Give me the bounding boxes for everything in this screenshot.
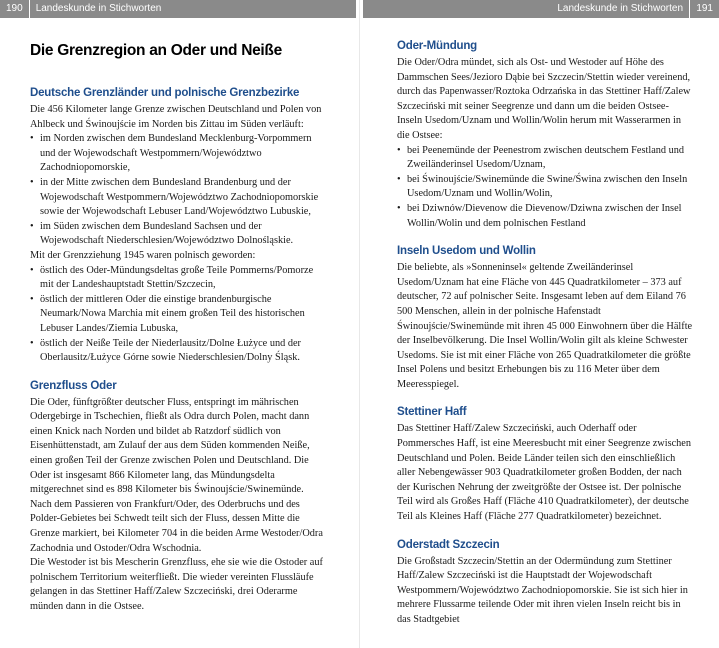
left-running-title: Landeskunde in Stichworten <box>35 3 162 14</box>
right-running-title: Landeskunde in Stichworten <box>557 3 683 14</box>
section-oder-muendung <box>397 40 693 231</box>
paragraph: Die Großstadt Szczecin/Stettin an der Odermündung zum Stettiner Haff/Zalew Szczeciński ist die Hauptstadt der Wojewodschaft Westpommern/Województwo Zachodniopomorskie. Sie ist sich hier in mehrere Flussarme teilende Oder mit ihren vielen Inseln reicht bis in das Stadtgebiet <box>397 555 688 625</box>
list-item: • im Norden zwischen dem Bundesland Mecklenburg-Vorpommern und der Wojewodschaft Westpommern/Województwo Zachodniopomorskie, <box>30 132 326 176</box>
section-szczecin <box>397 539 693 628</box>
paragraph: Mit der Grenzziehung 1945 waren polnisch geworden: <box>30 249 256 261</box>
section-grenzfluss-oder <box>30 380 326 615</box>
list-item: • im Süden zwischen dem Bundesland Sachsen und der Wojewodschaft Niederschlesien/Województwo Dolnośląskie. <box>30 220 326 249</box>
section-heading: Oderstadt Szczecin <box>397 538 500 551</box>
list-item: • in der Mitte zwischen dem Bundesland Brandenburg und der Wojewodschaft Westpommern/Województwo Zachodniopomorskie sowie der Wojewodschaft Lebuser Land/Województwo Lubuskie, <box>30 176 326 220</box>
bullet-list <box>30 132 326 249</box>
left-page-header <box>0 0 356 18</box>
bullet-list <box>30 264 326 366</box>
left-column <box>30 40 326 629</box>
paragraph: Das Stettiner Haff/Zalew Szczeciński, auch Oderhaff oder Pommersches Haff, ist eine Meeresbucht mit einer Seegrenze zwischen Deutschland und Polen. Beide Länder teilen sich den einschließlich aller Nebengewässer 903 Quadratkilometer großen Bodden, der nach der Kurischen Nehrung der zweitgrößte der Ostsee ist. Der polnische Teil wird als Großes Haff (Fläche 410 Quadratkilometer), der deutsche Teil als Kleines Haff (Fläche 277 Quadratkilometer) bezeichnet. <box>397 423 692 523</box>
right-column <box>397 40 693 642</box>
section-heading: Inseln Usedom und Wollin <box>397 245 536 258</box>
paragraph: Die Oder/Odra mündet, sich als Ost- und Westoder auf Höhe des Dammschen Sees/Jezioro Dąbie bei Szczecin/Stettin wieder vereinend, durch das Papenwasser/Roztoka Odrzańska in das Stettiner Haff/Zalew Szczeciński mit seiner Seegrenze und dann um die beiden Ostsee-Inseln Usedom/Uznam und Wollin/Wolin herum mit Wasserarmen in die Ostsee: <box>397 57 691 141</box>
section-stettiner-haff <box>397 406 693 524</box>
page-title: Die Grenzregion an Oder und Neiße <box>30 42 282 59</box>
list-item: • östlich der mittleren Oder die einstige brandenburgische Neumark/Nowa Marchia mit einem großen Teil des historischen Lebuser Landes/Ziemia Lubuska, <box>30 293 326 337</box>
section-heading: Grenzfluss Oder <box>30 379 117 392</box>
paragraph: Die beliebte, als »Sonneninsel« geltende Zweiländerinsel Usedom/Uznam hat eine Fläche von 445 Quadratkilometer – 373 auf deutscher, 72 auf polnischer Seite. Insgesamt leben auf dem Eiland 76 500 Menschen, allein in der polnische Hafenstadt Świnoujście/Swinemünde mit ihren 45 000 Einwohnern über die Hälfte der Inselbevölkerung. Die Insel Wollin/Wolin gilt als kleine Schwester Usedoms. Sie ist mit einer Fläche von 265 Quadratkilometer die größte Insel Polens und besitzt Erhebungen bis zu 116 Meter über dem Meeresspiegel. <box>397 262 693 390</box>
paragraph: Die 456 Kilometer lange Grenze zwischen Deutschland und Polen von Ahlbeck und Świnoujście im Norden bis Zittau im Süden verläuft: <box>30 104 322 130</box>
right-page-header <box>363 0 719 18</box>
list-item: • bei Dziwnów/Dievenow die Dievenow/Dziwna zwischen der Insel Wollin/Wolin und dem polnischen Festland <box>397 202 693 231</box>
page-gutter <box>359 0 360 648</box>
paragraph: Die Oder, fünftgrößter deutscher Fluss, entspringt im mährischen Odergebirge in Tschechien, fließt als Odra durch Polen, macht dann einen Knick nach Norden und bildet ab Ratzdorf südlich von Eisenhüttenstadt, am Zulauf der aus dem Süden kommenden Neiße, einen großen Teil der Grenze zwischen Polen und Deutschland. Die Oder ist insgesamt 866 Kilometer lang, das Mündungsdelta mitgerechnet sind es 898 Kilometer bis Świnoujście/Swinemünde. Nach dem Passieren von Frankfurt/Oder, des Oderbruchs und des Polder-Gebietes bei Schwedt teilt sich der Fluss, dessen Mitte die Grenze markiert, bei Kilometer 704 in die beiden Arme Westoder/Odra Zachodnia und Ostoder/Odra Wschodnia. <box>30 396 323 554</box>
section-grenzlaender <box>30 87 326 366</box>
paragraph: Die Westoder ist bis Mescherin Grenzfluss, ehe sie wie die Ostoder auf polnischem Territorium weiterfließt. Die wieder vereinten Flussläufe gelangen in das Stettiner Haff/Zalew Szczeciński, drei Oderarme münden dann in die Ostsee. <box>30 557 323 612</box>
section-heading: Deutsche Grenzländer und polnische Grenzbezirke <box>30 87 300 99</box>
section-heading: Stettiner Haff <box>397 406 467 419</box>
bullet-list <box>397 144 693 232</box>
list-item: • bei Peenemünde der Peenestrom zwischen deutschem Festland und Zweiländerinsel Usedom/Uznam, <box>397 144 693 173</box>
left-page-number: 190 <box>0 0 30 18</box>
section-inseln <box>397 245 693 392</box>
list-item: • östlich des Oder-Mündungsdeltas große Teile Pommerns/Pomorze mit der Landeshauptstadt Stettin/Szczecin, <box>30 264 326 293</box>
section-heading: Oder-Mündung <box>397 40 477 52</box>
list-item: • östlich der Neiße Teile der Niederlausitz/Dolne Łużyce und der Oberlausitz/Łużyce Górne sowie Niederschlesien/Dolny Śląsk. <box>30 337 326 366</box>
list-item: • bei Świnoujście/Swinemünde die Swine/Świna zwischen den Inseln Usedom/Uznam und Wollin/Wolin, <box>397 173 693 202</box>
right-page-number: 191 <box>689 0 719 18</box>
